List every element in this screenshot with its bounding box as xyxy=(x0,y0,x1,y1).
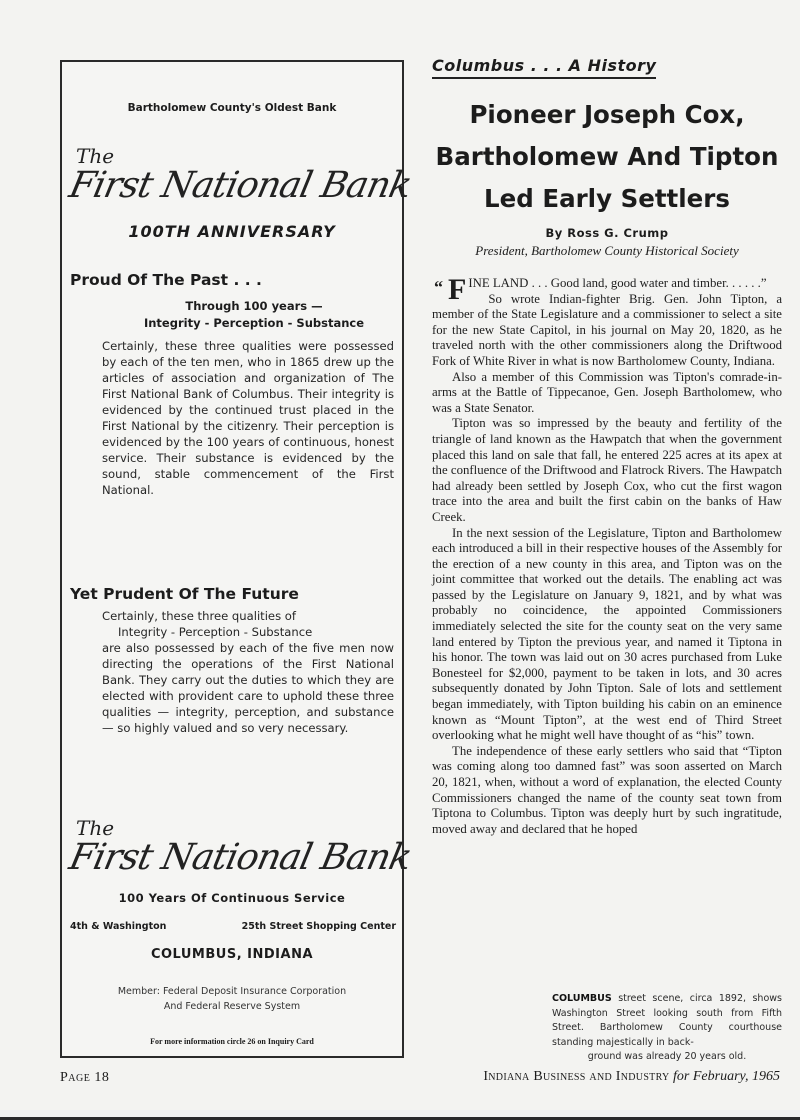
city-name: COLUMBUS, INDIANA xyxy=(150,947,314,962)
article-body xyxy=(432,273,782,837)
through-subheading xyxy=(62,298,402,332)
caption-text: street scene, circa 1892, shows Washington Street looking south from Fifth Street. Bartholomew County courthouse standing majestically in back- xyxy=(552,993,782,1048)
proud-heading: Proud Of The Past . . . xyxy=(70,271,262,289)
paragraph-text: INE LAND . . . Good land, good water and timber. . . . . .” xyxy=(468,276,767,290)
byline-role: President, Bartholomew County Historical Society xyxy=(475,243,739,258)
anniversary-heading: 100TH ANNIVERSARY xyxy=(128,222,336,241)
article-paragraph: The independence of these early settlers who said that “Tipton was coming along too damned fast” was soon asserted on March 20, 1821, when, without a word of explanation, the elected County Commissioners changed the name of the county seat town from Tiptona to Columbus. Tipton was deeply hurt by such ingratitude, moved away and declared that he hoped xyxy=(432,743,782,836)
article-paragraph: Also a member of this Commission was Tipton's comrade-in-arms at the Battle of Tippecanoe, Gen. Joseph Bartholomew, who was a State Senator. xyxy=(432,369,782,415)
prudent-line-2: Integrity - Perception - Substance xyxy=(118,625,313,639)
headline-line-1: Pioneer Joseph Cox, xyxy=(469,100,745,129)
ad-tagline: Bartholomew County's Oldest Bank xyxy=(127,102,337,114)
bank-advertisement xyxy=(60,60,415,1058)
publication-name: Indiana Business and Industry xyxy=(483,1069,670,1084)
logo-the: The xyxy=(76,144,115,168)
headline-line-3: Led Early Settlers xyxy=(484,184,730,213)
address-left: 4th & Washington xyxy=(70,921,167,932)
through-line-2: Integrity - Perception - Substance xyxy=(143,316,365,330)
issue-date: for February, 1965 xyxy=(673,1069,780,1084)
prudent-line-1: Certainly, these three qualities of xyxy=(102,609,296,623)
inquiry-note: For more information circle 26 on Inquiry Card xyxy=(150,1037,314,1046)
logo-name: First National Bank xyxy=(65,837,415,878)
logo-the: The xyxy=(76,816,115,840)
prudent-body xyxy=(102,608,394,736)
bank-logo-bottom xyxy=(65,816,415,878)
prudent-heading: Yet Prudent Of The Future xyxy=(70,585,299,603)
proud-body: Certainly, these three qualities were possessed by each of the ten men, who in 1865 drew up the articles of association and organization of The First National Bank of Columbus. Their integrity is evidenced by the continued trust placed in the First National by the citizenry. Their perception is evidenced by the 100 years of continuous, honest service. Their substance is evidenced by the sound, stable commencement of the First National. xyxy=(102,339,394,497)
address-right: 25th Street Shopping Center xyxy=(241,921,396,932)
member-line-1: Member: Federal Deposit Insurance Corporation xyxy=(117,986,347,997)
caption-last-line: ground was already 20 years old. xyxy=(587,1051,747,1062)
section-title: Columbus . . . A History xyxy=(432,56,656,79)
bank-logo-top xyxy=(65,144,415,206)
article-paragraph: So wrote Indian-fighter Brig. Gen. John Tipton, a member of the State Legislature and a commissioner to select a site for the new State Capitol, in his journal on May 20, 1820, as he traveled north with the other commissioners along the Driftwood Fork of White River in what is now Bartholomew County, Indiana. xyxy=(432,291,782,368)
article-paragraph: Tipton was so impressed by the beauty and fertility of the triangle of land known as the Hawpatch that when the government placed this land on sale that fall, he entered 225 acres at its apex at the confluence of the Driftwood and Flatrock Rivers. The Hawpatch had already been settled by Joseph Cox, who cut the first wagon trace into the area and built the first cabin on the banks of Haw Creek. xyxy=(432,416,782,524)
byline: By Ross G. Crump xyxy=(545,226,669,240)
member-line-2: And Federal Reserve System xyxy=(163,1001,301,1012)
page-number: Page 18 xyxy=(60,1070,110,1085)
publication-footer xyxy=(483,1068,780,1086)
logo-name: First National Bank xyxy=(65,165,415,206)
continuous-service: 100 Years Of Continuous Service xyxy=(118,891,346,905)
prudent-paragraph: are also possessed by each of the five men now directing the operations of the First National Bank. They carry out the duties to which they are elected with provident care to uphold these three qualities — integrity, perception, and substance — so highly valued and so very necessary. xyxy=(102,641,394,735)
photo-caption xyxy=(552,992,782,1065)
drop-cap: “ F xyxy=(434,273,467,306)
member-info xyxy=(62,984,402,1014)
article-paragraph xyxy=(432,273,782,306)
caption-lead: COLUMBUS xyxy=(552,993,612,1004)
article-paragraph: In the next session of the Legislature, Tipton and Bartholomew each introduced a bill in their respective houses of the Assembly for the erection of a new county in this area, and Tipton was on the joint committee that worked out the details. The enabling act was passed by the Legislature on January 9, 1821, and by what was probably no coincidence, the appointed Commissioners immediately selected the site for the county seat on the very same land entered by Tipton the previous year, and named it Tiptona in his honor. The town was laid out on 30 acres purchased from Luke Bonesteel for $2,000, payment to be taken in lots, and 30 acres subsequently donated by John Tipton. Sale of lots and settlement began immediately, with Tipton building his cabin on an eminence known as “Mount Tipton”, at the west end of Third Street overlooking what he might well have thought of as “his” town. xyxy=(432,525,782,743)
headline-line-2: Bartholomew And Tipton xyxy=(435,142,779,171)
article-headline xyxy=(420,94,794,220)
drop-cap-letter: F xyxy=(448,273,467,306)
through-line-1: Through 100 years — xyxy=(185,299,323,313)
